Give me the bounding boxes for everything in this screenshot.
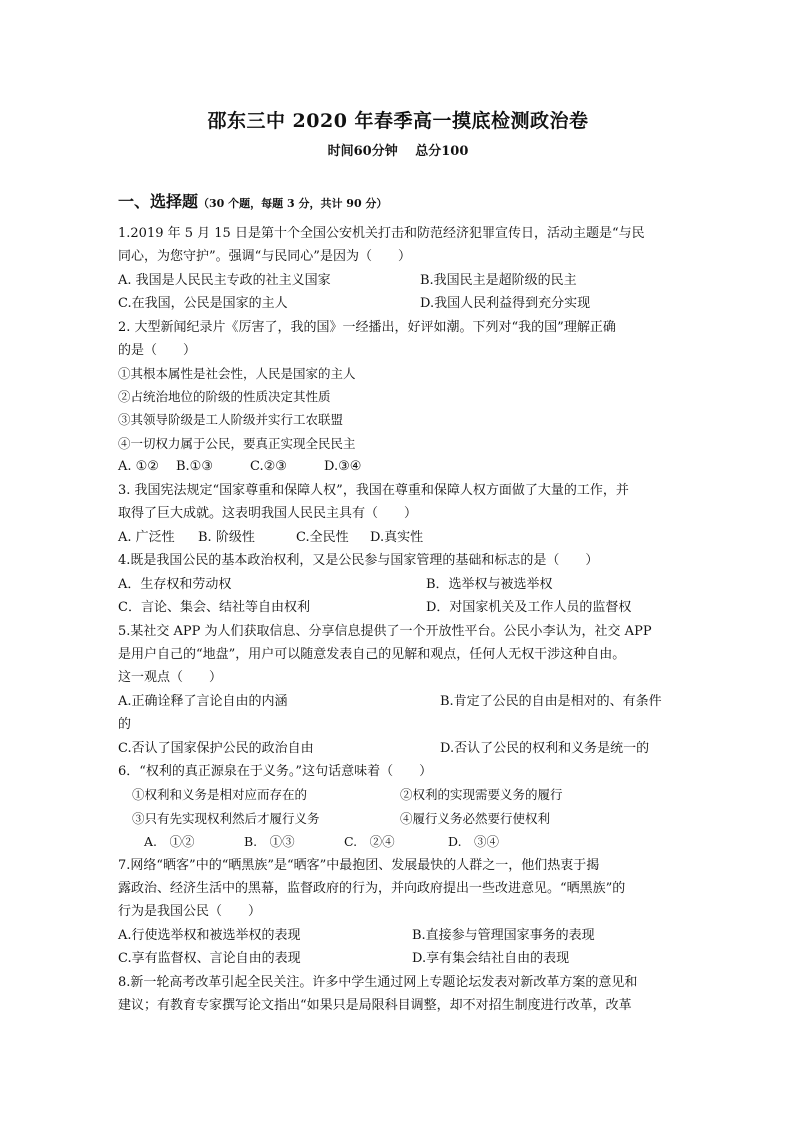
question-7-option-d: D.享有集会结社自由的表现 <box>412 951 570 966</box>
question-7-option-a: A.行使选举权和被选举权的表现 <box>118 928 301 943</box>
question-5-option-b-wrap: 的 <box>118 717 132 732</box>
question-1-option-c: C.在我国，公民是国家的主人 <box>118 296 288 311</box>
question-2-item: ③其领导阶级是工人阶级并实行工农联盟 <box>118 412 344 427</box>
question-1-option-b: B.我国民主是超阶级的民主 <box>420 273 577 288</box>
question-5-option-a: A.正确诠释了言论自由的内涵 <box>118 694 288 709</box>
question-6-item-2: ②权利的实现需要义务的履行 <box>400 787 563 802</box>
question-4-option-c: C．言论、集会、结社等自由权利 <box>118 600 310 615</box>
question-3-option-b: B. 阶级性 <box>198 530 255 545</box>
question-5-stem-line: 是用户自己的“地盘”，用户可以随意发表自己的见解和观点，任何人无权干涉这种自由。 <box>118 647 626 662</box>
question-3-stem-line: 取得了巨大成就。这表明我国人民民主具有（ ） <box>118 506 418 521</box>
question-6-option-a: A. ①② <box>144 834 195 849</box>
question-1-option-d: D.我国人民利益得到充分实现 <box>420 296 591 311</box>
question-8-stem-line: 建议；有教育专家撰写论文指出“如果只是局限科目调整，却不对招生制度进行改革，改革 <box>118 998 632 1013</box>
question-1-stem-line: 1.2019 年 5 月 15 日是第十个全国公安机关打击和防范经济犯罪宣传日，活动主题是“与民 <box>118 226 645 241</box>
question-3-option-a: A. 广泛性 <box>118 530 175 545</box>
question-2-stem-line: 2. 大型新闻纪录片《厉害了，我的国》一经播出，好评如潮。下列对“我的国”理解正确 <box>118 320 616 335</box>
section-heading <box>118 189 387 212</box>
question-2-option-a: A. ①② <box>118 459 159 474</box>
question-3-stem-line: 3. 我国宪法规定“国家尊重和保障人权”，我国在尊重和保障人权方面做了大量的工作，并 <box>118 483 629 498</box>
question-2-item: ①其根本属性是社会性，人民是国家的主人 <box>118 366 356 381</box>
question-6-option-d: D. ③④ <box>448 834 500 849</box>
question-4-option-a: A．生存权和劳动权 <box>118 577 232 592</box>
exam-title: 邵东三中 2020 年春季高一摸底检测政治卷 <box>207 110 589 132</box>
question-5-option-c: C.否认了国家保护公民的政治自由 <box>118 741 314 756</box>
section-title: 一、选择题 <box>118 192 199 211</box>
question-6-item-4: ④履行义务必然要行使权利 <box>400 811 551 826</box>
question-3-option-c: C.全民性 <box>296 530 349 545</box>
question-7-option-b: B.直接参与管理国家事务的表现 <box>412 928 595 943</box>
section-note: （30 个题，每题 3 分，共计 90 分） <box>198 197 388 210</box>
question-7-stem-line: 行为是我国公民（ ） <box>118 904 262 919</box>
question-7-stem-line: 露政治、经济生活中的黑幕，监督政府的行为，并向政府提出一些改进意见。“晒黑族”的 <box>118 881 626 896</box>
question-1-stem-line: 同心，为您守护”。强调“与民同心”是因为（ ） <box>118 249 411 264</box>
question-2-option-b: B.①③ <box>176 459 213 474</box>
question-4-stem-line: 4.既是我国公民的基本政治权利，又是公民参与国家管理的基础和标志的是（ ） <box>118 553 599 568</box>
question-2-item: ②占统治地位的阶级的性质决定其性质 <box>118 389 331 404</box>
question-4-option-b: B．选举权与被选举权 <box>426 577 553 592</box>
question-6-option-b: B. ①③ <box>244 834 295 849</box>
question-7-stem-line: 7.网络“晒客”中的“晒黑族”是“晒客”中最抱团、发展最快的人群之一，他们热衷于揭 <box>118 858 600 873</box>
question-6-item-3: ③只有先实现权利然后才履行义务 <box>132 811 320 826</box>
question-8-stem-line: 8.新一轮高考改革引起全民关注。许多中学生通过网上专题论坛发表对新改革方案的意见和 <box>118 975 638 990</box>
question-5-stem-line: 这一观点（ ） <box>118 670 223 685</box>
question-7-option-c: C.享有监督权、言论自由的表现 <box>118 951 301 966</box>
question-2-option-c: C.②③ <box>250 459 287 474</box>
question-2-option-d: D.③④ <box>324 459 362 474</box>
question-6-stem-line: 6．“权利的真正源泉在于义务。”这句话意味着（ ） <box>118 764 433 779</box>
question-2-stem-line: 的是（ ） <box>118 343 197 358</box>
question-3-option-d: D.真实性 <box>370 530 424 545</box>
question-5-option-d: D.否认了公民的权利和义务是统一的 <box>440 741 650 756</box>
question-4-option-d: D．对国家机关及工作人员的监督权 <box>426 600 632 615</box>
question-6-item-1: ①权利和义务是相对应而存在的 <box>132 787 308 802</box>
question-1-option-a: A. 我国是人民民主专政的社主义国家 <box>118 273 331 288</box>
question-5-stem-line: 5.某社交 APP 为人们获取信息、分享信息提供了一个开放性平台。公民小李认为，社交 APP <box>118 624 652 639</box>
exam-subtitle: 时间60分钟 总分100 <box>327 144 469 159</box>
question-2-item: ④一切权力属于公民，要真正实现全民民主 <box>118 436 356 451</box>
question-5-option-b: B.肯定了公民的自由是相对的、有条件 <box>440 694 662 709</box>
question-6-option-c: C. ②④ <box>344 834 395 849</box>
